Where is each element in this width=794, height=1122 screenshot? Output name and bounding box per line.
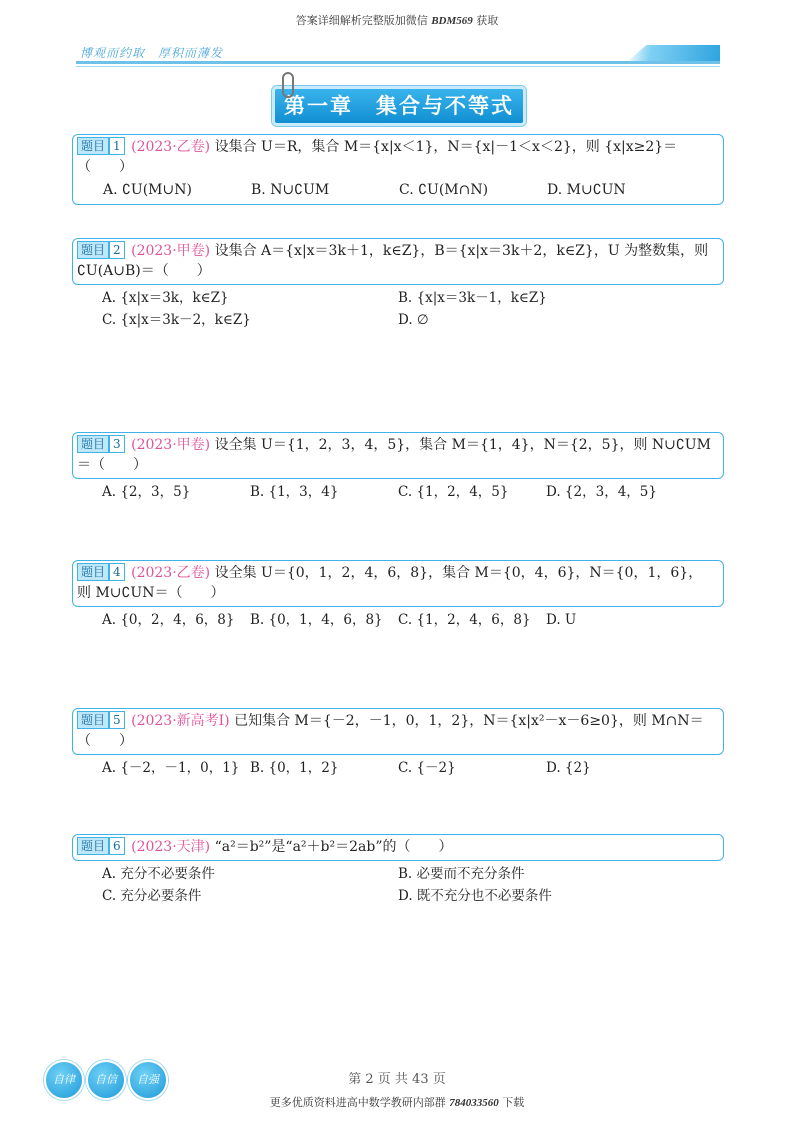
question-number: 5 [109, 711, 125, 729]
question-number: 2 [109, 241, 125, 259]
question-source: (2023·乙卷) [131, 139, 211, 155]
question-source: (2023·甲卷) [131, 243, 211, 259]
question-source: (2023·甲卷) [131, 437, 211, 453]
question-stem: 设全集 U＝{1，2，3，4，5}，集合 M＝{1，4}，N＝{2，5}，则 N∪∁UM＝（ ） [77, 437, 711, 473]
option-b: B. N∪∁UM [251, 182, 330, 198]
header-rule [76, 61, 720, 64]
option-b: B. {0，1，2} [250, 760, 339, 776]
question-box [72, 834, 724, 861]
chapter-title: 第一章 集合与不等式 [272, 86, 526, 126]
question-tag: 题目 [77, 137, 109, 155]
header-tab-decoration [628, 45, 720, 61]
option-list [72, 757, 724, 779]
option-a: A. ∁U(M∪N) [103, 182, 192, 198]
question-number: 4 [109, 563, 125, 581]
option-list [72, 609, 724, 631]
chapter-banner [272, 86, 526, 126]
question-source: (2023·天津) [131, 839, 211, 855]
question-number: 6 [109, 837, 125, 855]
question-number: 3 [109, 435, 125, 453]
question-box [72, 708, 724, 755]
option-d: D. {2} [546, 760, 591, 776]
option-a: A. {－2，－1，0，1} [102, 760, 240, 776]
option-d: D. U [546, 612, 577, 628]
option-a: A. {2，3，5} [102, 484, 191, 500]
question-tag: 题目 [77, 563, 109, 581]
bottom-note: 更多优质资料进高中数学教研内部群 784033560 下载 [269, 1096, 525, 1109]
option-d: D. ∅ [398, 312, 429, 328]
option-c: C. {－2} [398, 760, 456, 776]
option-d: D. {2，3，4，5} [546, 484, 657, 500]
option-b: B. {x|x＝3k－1，k∈Z} [398, 290, 547, 306]
question-tag: 题目 [77, 435, 109, 453]
option-list [72, 863, 724, 907]
problem-1 [72, 134, 724, 205]
option-b: B. {0，1，4，6，8} [250, 612, 383, 628]
badge-self-confidence: 自信 [86, 1060, 126, 1100]
problem-3 [72, 432, 724, 503]
question-tag: 题目 [77, 837, 109, 855]
header-rule-thin [76, 66, 720, 67]
question-stem: “a²＝b²”是“a²＋b²＝2ab”的（ ） [214, 839, 453, 855]
problem-2 [72, 238, 724, 331]
option-a: A. {x|x＝3k，k∈Z} [102, 290, 229, 306]
option-d: D. 既不充分也不必要条件 [398, 888, 552, 904]
badge-self-strength: 自强 [128, 1060, 168, 1100]
option-a: A. 充分不必要条件 [102, 866, 215, 882]
question-source: (2023·新高考Ⅰ) [131, 713, 230, 729]
option-list [72, 287, 724, 331]
question-tag: 题目 [77, 711, 109, 729]
question-box [72, 238, 724, 285]
problem-4 [72, 560, 724, 631]
question-stem: 已知集合 M＝{－2，－1，0，1，2}，N＝{x|x²－x－6≥0}，则 M∩N＝（ ） [77, 713, 704, 749]
question-tag: 题目 [77, 241, 109, 259]
option-b: B. {1，3，4} [250, 484, 339, 500]
question-stem: 设集合 U＝R，集合 M＝{x|x＜1}，N＝{x|－1＜x＜2}，则 {x|x≥2}＝（ ） [77, 139, 678, 175]
question-stem: 设全集 U＝{0，1，2，4，6，8}，集合 M＝{0，4，6}，N＝{0，1，6}，则 M∪∁UN＝（ ） [77, 565, 703, 601]
option-c: C. {1，2，4，5} [398, 484, 509, 500]
question-stem: 设集合 A＝{x|x＝3k＋1，k∈Z}，B＝{x|x＝3k＋2，k∈Z}，U 为整数集，则 ∁U(A∪B)＝（ ） [77, 243, 709, 279]
question-number: 1 [109, 137, 125, 155]
problem-5 [72, 708, 724, 779]
problem-6 [72, 834, 724, 907]
question-box [72, 560, 724, 607]
option-c: C. 充分必要条件 [102, 888, 202, 904]
question-box [72, 432, 724, 479]
option-c: C. {x|x＝3k－2，k∈Z} [102, 312, 251, 328]
option-list [72, 481, 724, 503]
option-a: A. {0，2，4，6，8} [102, 612, 235, 628]
question-box [72, 134, 724, 205]
question-source: (2023·乙卷) [131, 565, 211, 581]
paperclip-icon [282, 72, 294, 98]
header-slogan: 博观而约取 厚积而薄发 [80, 46, 224, 60]
option-b: B. 必要而不充分条件 [398, 866, 525, 882]
top-note: 答案详细解析完整版加微信 BDM569 获取 [295, 14, 499, 27]
badge-self-discipline: 自律 [44, 1060, 84, 1100]
option-c: C. ∁U(M∩N) [399, 182, 489, 198]
option-c: C. {1，2，4，6，8} [398, 612, 531, 628]
page-number: 第 2 页 共 43 页 [348, 1072, 446, 1087]
option-d: D. M∪∁UN [547, 182, 626, 198]
